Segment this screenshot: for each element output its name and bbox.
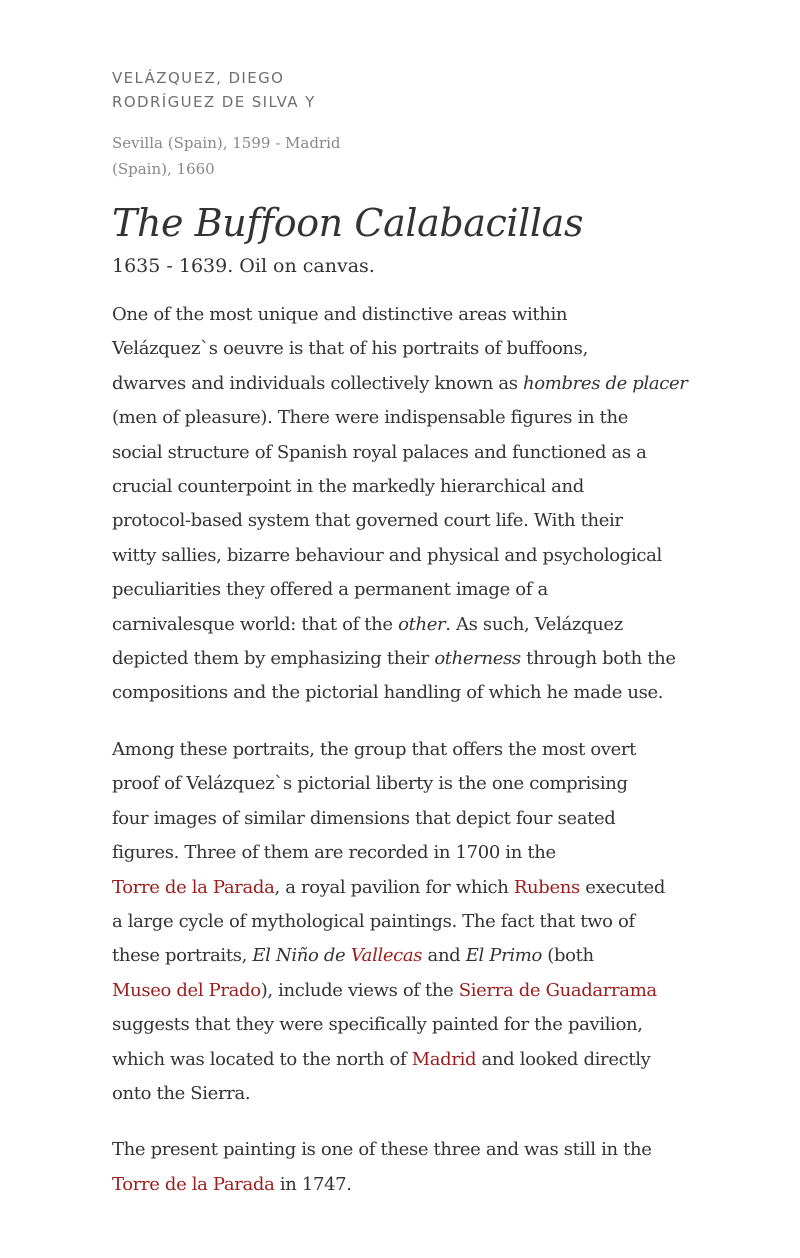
- link-sierra-de-guadarrama[interactable]: Sierra de Guadarrama: [458, 979, 657, 1001]
- artwork-detail: [112, 66, 732, 1202]
- text-segment: , a royal pavilion for which: [274, 876, 514, 898]
- italic-term: other: [398, 613, 446, 635]
- text-segment: which was located to the north of: [112, 1048, 412, 1070]
- text-line: (men of pleasure). There were indispensable figures in the: [112, 407, 629, 429]
- link-rubens[interactable]: Rubens: [513, 876, 580, 898]
- text-line: [112, 608, 732, 642]
- description-paragraph-3: [112, 1133, 732, 1202]
- text-segment: and: [422, 945, 466, 967]
- text-line: proof of Velázquez`s pictorial liberty is the one comprising: [112, 773, 628, 795]
- text-segment: executed: [579, 876, 666, 898]
- artist-name-line: RODRÍGUEZ DE SILVA Y: [112, 93, 316, 111]
- text-line: crucial counterpoint in the markedly hierarchical and: [112, 476, 584, 498]
- artist-dates-line: Sevilla (Spain), 1599 - Madrid: [112, 134, 341, 152]
- artist-dates-line: (Spain), 1660: [112, 160, 215, 178]
- text-line: One of the most unique and distinctive areas within: [112, 304, 568, 325]
- link-madrid[interactable]: Madrid: [411, 1048, 477, 1070]
- text-segment: through both the: [520, 648, 676, 670]
- text-line: compositions and the pictorial handling of which he made use.: [112, 682, 664, 704]
- text-segment: carnivalesque world: that of the: [112, 613, 399, 635]
- italic-term: hombres de placer: [523, 372, 688, 394]
- text-line: figures. Three of them are recorded in 1700 in the: [112, 842, 556, 864]
- text-segment: and looked directly: [476, 1048, 651, 1070]
- text-line: [112, 939, 732, 973]
- text-line: [112, 642, 732, 676]
- text-segment: (both: [541, 945, 594, 967]
- text-segment: dwarves and individuals collectively known as: [112, 372, 524, 394]
- text-segment: . As such, Velázquez: [445, 613, 623, 635]
- description-paragraph-2: [112, 733, 732, 1111]
- text-line: witty sallies, bizarre behaviour and physical and psychological: [112, 544, 662, 566]
- link-vallecas[interactable]: Vallecas: [350, 945, 423, 967]
- text-line: [112, 974, 732, 1008]
- link-torre-de-la-parada[interactable]: Torre de la Parada: [112, 876, 275, 898]
- text-line: a large cycle of mythological paintings. The fact that two of: [112, 910, 635, 932]
- text-segment: these portraits,: [112, 945, 253, 967]
- text-line: The present painting is one of these three and was still in the: [112, 1139, 652, 1161]
- text-segment: in 1747.: [274, 1173, 352, 1195]
- artist-name-line: VELÁZQUEZ, DIEGO: [112, 69, 285, 87]
- link-torre-de-la-parada[interactable]: Torre de la Parada: [112, 1173, 275, 1195]
- text-line: [112, 1043, 732, 1077]
- text-line: Velázquez`s oeuvre is that of his portraits of buffoons,: [112, 338, 588, 360]
- text-line: four images of similar dimensions that depict four seated: [112, 807, 616, 829]
- text-line: peculiarities they offered a permanent image of a: [112, 579, 548, 601]
- text-line: Among these portraits, the group that offers the most overt: [112, 738, 637, 760]
- text-line: [112, 871, 732, 905]
- text-line: suggests that they were specifically painted for the pavilion,: [112, 1014, 643, 1036]
- description-paragraph-1: [112, 298, 732, 711]
- artist-name[interactable]: [112, 66, 372, 114]
- text-line: [112, 367, 732, 401]
- artist-dates: [112, 130, 352, 182]
- text-line: [112, 1168, 732, 1202]
- text-segment: ), include views of the: [260, 979, 459, 1001]
- artwork-meta: 1635 - 1639. Oil on canvas.: [112, 255, 375, 277]
- italic-term: otherness: [434, 648, 521, 670]
- italic-title: El Niño de: [252, 945, 351, 967]
- text-line: protocol-based system that governed court life. With their: [112, 510, 623, 532]
- artwork-title: The Buffoon Calabacillas: [112, 201, 584, 245]
- link-museo-del-prado[interactable]: Museo del Prado: [112, 979, 261, 1001]
- text-segment: depicted them by emphasizing their: [112, 648, 435, 670]
- text-line: social structure of Spanish royal palaces and functioned as a: [112, 441, 647, 463]
- italic-title: El Primo: [465, 945, 542, 967]
- text-line: onto the Sierra.: [112, 1082, 251, 1104]
